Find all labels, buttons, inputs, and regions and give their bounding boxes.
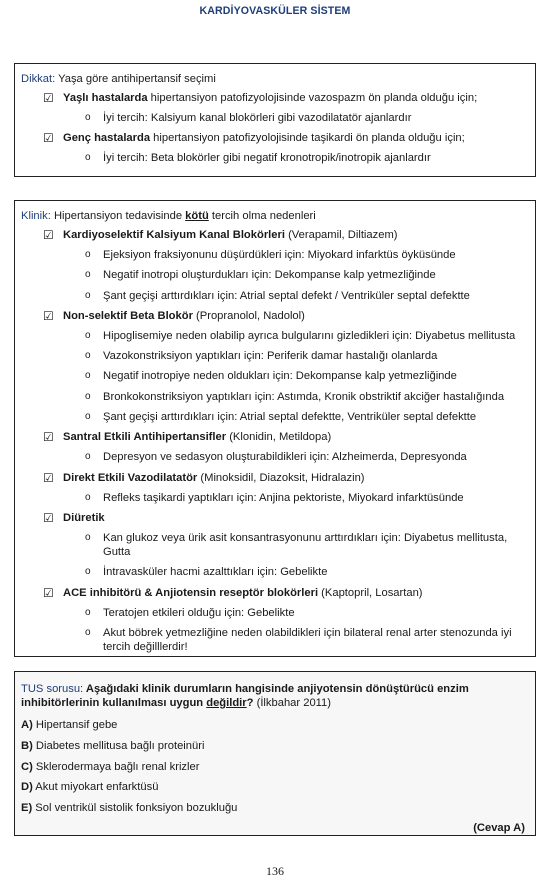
- sub-bullet-item: [21, 268, 529, 282]
- bullet-item: [21, 471, 529, 485]
- tus-question-mark: ?: [246, 697, 254, 709]
- circle-bullet-icon: o: [85, 390, 91, 402]
- dikkat-items: [21, 91, 529, 165]
- sub-bullet-item: [21, 151, 529, 165]
- answer-option: [21, 739, 529, 753]
- bullet-item: [21, 586, 529, 600]
- sub-bullet-text: Şant geçişi arttırdıkları için: Atrial septal defekt / Ventriküler septal defektte: [103, 289, 470, 302]
- circle-bullet-icon: o: [85, 606, 91, 618]
- answer-option: [21, 718, 529, 732]
- sub-bullet-item: [21, 349, 529, 363]
- bullet-title: Santral Etkili Antihipertansifler: [63, 431, 227, 444]
- option-text: Hipertansif gebe: [32, 719, 118, 731]
- circle-bullet-icon: o: [85, 411, 91, 423]
- sub-bullet-item: [21, 606, 529, 620]
- klinik-text-post: tercih olma nedenleri: [208, 210, 316, 222]
- sub-bullet-item: [21, 531, 529, 559]
- bullet-item: [21, 228, 529, 242]
- bullet-title: Diüretik: [63, 511, 105, 524]
- option-text: Akut miyokart enfarktüsü: [32, 781, 159, 794]
- sub-bullet-text: Kan glukoz veya ürik asit konsantrasyonunu arttırdıkları için: Diyabetus mellitusta, Gutta: [103, 531, 508, 558]
- circle-bullet-icon: o: [85, 329, 91, 341]
- dikkat-label: Dikkat:: [21, 73, 56, 85]
- bullet-item: [21, 511, 529, 525]
- sub-bullet-item: [21, 329, 529, 343]
- bullet-title: Non-selektif Beta Blokör: [63, 309, 193, 322]
- checkbox-icon: ☑: [43, 430, 54, 445]
- bullet-title: Yaşlı hastalarda: [63, 92, 148, 104]
- circle-bullet-icon: o: [85, 491, 91, 503]
- checkbox-icon: ☑: [43, 470, 54, 485]
- tus-options: [21, 718, 529, 815]
- tus-box: [14, 671, 536, 836]
- circle-bullet-icon: o: [85, 112, 91, 123]
- circle-bullet-icon: o: [85, 370, 91, 382]
- circle-bullet-icon: o: [85, 152, 91, 164]
- checkbox-icon: ☑: [43, 585, 54, 600]
- checkbox-icon: ☑: [43, 131, 54, 146]
- sub-bullet-text: İyi tercih: Kalsiyum kanal blokörleri gibi vazodilatatör ajanlardır: [103, 112, 412, 124]
- tus-question: [21, 682, 529, 710]
- bullet-detail: (Klonidin, Metildopa): [226, 431, 332, 444]
- bullet-item: [21, 91, 529, 105]
- circle-bullet-icon: o: [85, 626, 91, 638]
- dikkat-text: Yaşa göre antihipertansif seçimi: [55, 73, 216, 85]
- tus-label: TUS sorusu:: [21, 683, 84, 695]
- option-letter: A): [21, 719, 33, 731]
- bullet-detail: (Verapamil, Diltiazem): [284, 229, 398, 241]
- sub-bullet-item: [21, 248, 529, 262]
- circle-bullet-icon: o: [85, 451, 91, 463]
- bullet-item: [21, 309, 529, 323]
- checkbox-icon: ☑: [43, 91, 54, 105]
- page-number: 136: [266, 864, 284, 878]
- checkbox-icon: ☑: [43, 510, 54, 525]
- klinik-lead: [21, 209, 529, 224]
- tus-question-pre: Aşağıdaki klinik durumların hangisinde anjiyotensin dönüştürücü enzim inhibitörlerinin kullanılması uygun: [21, 683, 469, 709]
- bullet-title: Kardiyoselektif Kalsiyum Kanal Blokörleri: [63, 229, 285, 241]
- circle-bullet-icon: o: [85, 289, 91, 301]
- klinik-text-underlined: kötü: [185, 210, 209, 222]
- option-text: Sol ventrikül sistolik fonksiyon bozukluğu: [32, 802, 238, 815]
- option-letter: E): [21, 802, 33, 815]
- bullet-detail: hipertansiyon patofizyolojisinde taşikardi ön planda olduğu için;: [150, 132, 465, 145]
- answer-option: [21, 760, 529, 774]
- sub-bullet-item: [21, 565, 529, 579]
- option-letter: D): [21, 781, 33, 794]
- checkbox-icon: ☑: [43, 228, 54, 242]
- sub-bullet-text: Vazokonstriksiyon yaptıkları için: Periferik damar hastalığı olanlarda: [103, 350, 438, 363]
- bullet-title: Genç hastalarda: [63, 132, 151, 145]
- sub-bullet-item: [21, 390, 529, 404]
- sub-bullet-text: Ejeksiyon fraksiyonunu düşürdükleri için: Miyokard infarktüs öyküsünde: [103, 249, 456, 261]
- sub-bullet-text: Hipoglisemiye neden olabilip ayrıca bulgularını gizledikleri için: Diyabetus mellitusta: [103, 329, 516, 342]
- klinik-box: [14, 200, 536, 657]
- sub-bullet-text: Depresyon ve sedasyon oluşturabildikleri için: Alzheimerda, Depresyonda: [103, 451, 467, 464]
- sub-bullet-text: Akut böbrek yetmezliğine neden olabildikleri için bilateral renal arter stenozunda iyi tercih değilllerdir!: [103, 626, 512, 653]
- bullet-detail: (Minoksidil, Diazoksit, Hidralazin): [197, 471, 365, 484]
- option-letter: C): [21, 760, 33, 773]
- sub-bullet-item: [21, 450, 529, 464]
- checkbox-icon: ☑: [43, 308, 54, 323]
- sub-bullet-text: Negatif inotropi oluşturdukları için: Dekompanse kalp yetmezliğinde: [103, 269, 436, 282]
- circle-bullet-icon: o: [85, 249, 91, 260]
- dikkat-box: [14, 63, 536, 177]
- sub-bullet-text: İntravasküler hacmi azalttıkları için: Gebelikte: [103, 566, 328, 579]
- circle-bullet-icon: o: [85, 531, 91, 543]
- sub-bullet-text: Refleks taşikardi yaptıkları için: Anjina pektoriste, Miyokard infarktüsünde: [103, 491, 464, 504]
- tus-question-source: (İlkbahar 2011): [253, 697, 332, 709]
- sub-bullet-text: Teratojen etkileri olduğu için: Gebelikte: [103, 606, 295, 619]
- sub-bullet-item: [21, 491, 529, 505]
- bullet-detail: (Propranolol, Nadolol): [192, 309, 305, 322]
- sub-bullet-item: [21, 410, 529, 424]
- bullet-title: ACE inhibitörü & Anjiotensin reseptör blokörleri: [63, 586, 319, 599]
- bullet-detail: (Kaptopril, Losartan): [318, 586, 423, 599]
- tus-answer: (Cevap A): [473, 821, 525, 834]
- bullet-title: Direkt Etkili Vazodilatatör: [63, 471, 198, 484]
- klinik-text-pre: Hipertansiyon tedavisinde: [50, 210, 186, 222]
- sub-bullet-item: [21, 289, 529, 303]
- option-text: Diabetes mellitusa bağlı proteinüri: [32, 739, 205, 752]
- sub-bullet-text: Bronkokonstriksiyon yaptıkları için: Astımda, Kronik obstriktif akciğer hastalığında: [103, 390, 505, 403]
- sub-bullet-item: [21, 626, 529, 654]
- answer-option: [21, 801, 529, 815]
- sub-bullet-text: İyi tercih: Beta blokörler gibi negatif kronotropik/inotropik ajanlardır: [103, 152, 431, 165]
- dikkat-lead: [21, 72, 529, 87]
- circle-bullet-icon: o: [85, 269, 91, 281]
- tus-question-underlined: değildir: [206, 697, 247, 709]
- answer-option: [21, 780, 529, 794]
- sub-bullet-text: Negatif inotropiye neden oldukları için: Dekompanse kalp yetmezliğinde: [103, 370, 457, 383]
- page-header: KARDİYOVASKÜLER SİSTEM: [199, 5, 351, 17]
- bullet-item: [21, 430, 529, 444]
- bullet-detail: hipertansiyon patofizyolojisinde vazospazm ön planda olduğu için;: [147, 92, 478, 104]
- klinik-label: Klinik:: [21, 210, 51, 222]
- sub-bullet-text: Şant geçişi arttırdıkları için: Atrial septal defektte, Ventriküler septal defektte: [103, 411, 477, 424]
- circle-bullet-icon: o: [85, 566, 91, 578]
- klinik-items: [21, 228, 529, 654]
- option-text: Sklerodermaya bağlı renal krizler: [32, 760, 200, 773]
- sub-bullet-item: [21, 111, 529, 125]
- sub-bullet-item: [21, 369, 529, 383]
- bullet-item: [21, 131, 529, 145]
- option-letter: B): [21, 739, 33, 752]
- circle-bullet-icon: o: [85, 350, 91, 362]
